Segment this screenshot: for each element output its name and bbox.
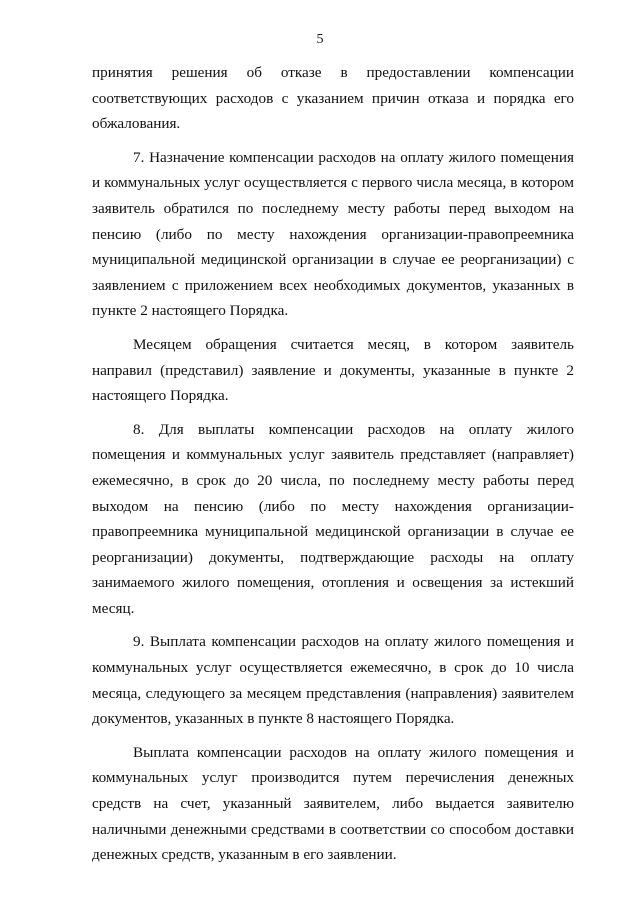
paragraph-continuation: принятия решения об отказе в предоставлении компенсации соответствующих расходов с указанием причин отказа и порядка его обжалования. xyxy=(92,64,574,133)
paragraph-payment-method: Выплата компенсации расходов на оплату жилого помещения и коммунальных услуг производится путем перечисления денежных средств на счет, указанный заявителем, либо выдается заявителю наличными денежными средствами в соответствии со способом доставки денежных средств, указанным в его заявлении. xyxy=(92,743,574,864)
document-body xyxy=(92,60,574,868)
page-number: 5 xyxy=(316,32,324,47)
paragraph-clause-9: 9. Выплата компенсации расходов на оплату жилого помещения и коммунальных услуг осуществляется ежемесячно, в срок до 10 числа месяца, следующего за месяцем представления (направления) заявителем документов, указанных в пункте 8 настоящего Порядка. xyxy=(92,633,574,728)
paragraph-clause-8: 8. Для выплаты компенсации расходов на оплату жилого помещения и коммунальных услуг заявитель представляет (направляет) ежемесячно, в срок до 20 числа, по последнему месту работы перед выходом на пенсию (либо по месту нахождения организации-правопреемника муниципальной медицинской организации в случае ее реорганизации) документы, подтверждающие расходы на оплату занимаемого жилого помещения, отопления и освещения за истекший месяц. xyxy=(92,420,574,617)
paragraph-clause-7: 7. Назначение компенсации расходов на оплату жилого помещения и коммунальных услуг осуществляется с первого числа месяца, в котором заявитель обратился по последнему месту работы перед выходом на пенсию (либо по месту нахождения организации-правопреемника муниципальной медицинской организации в случае ее реорганизации) с заявлением с приложением всех необходимых документов, указанных в пункте 2 настоящего Порядка. xyxy=(92,148,574,320)
paragraph-month-of-application: Месяцем обращения считается месяц, в котором заявитель направил (представил) заявление и документы, указанные в пункте 2 настоящего Порядка. xyxy=(92,335,574,405)
